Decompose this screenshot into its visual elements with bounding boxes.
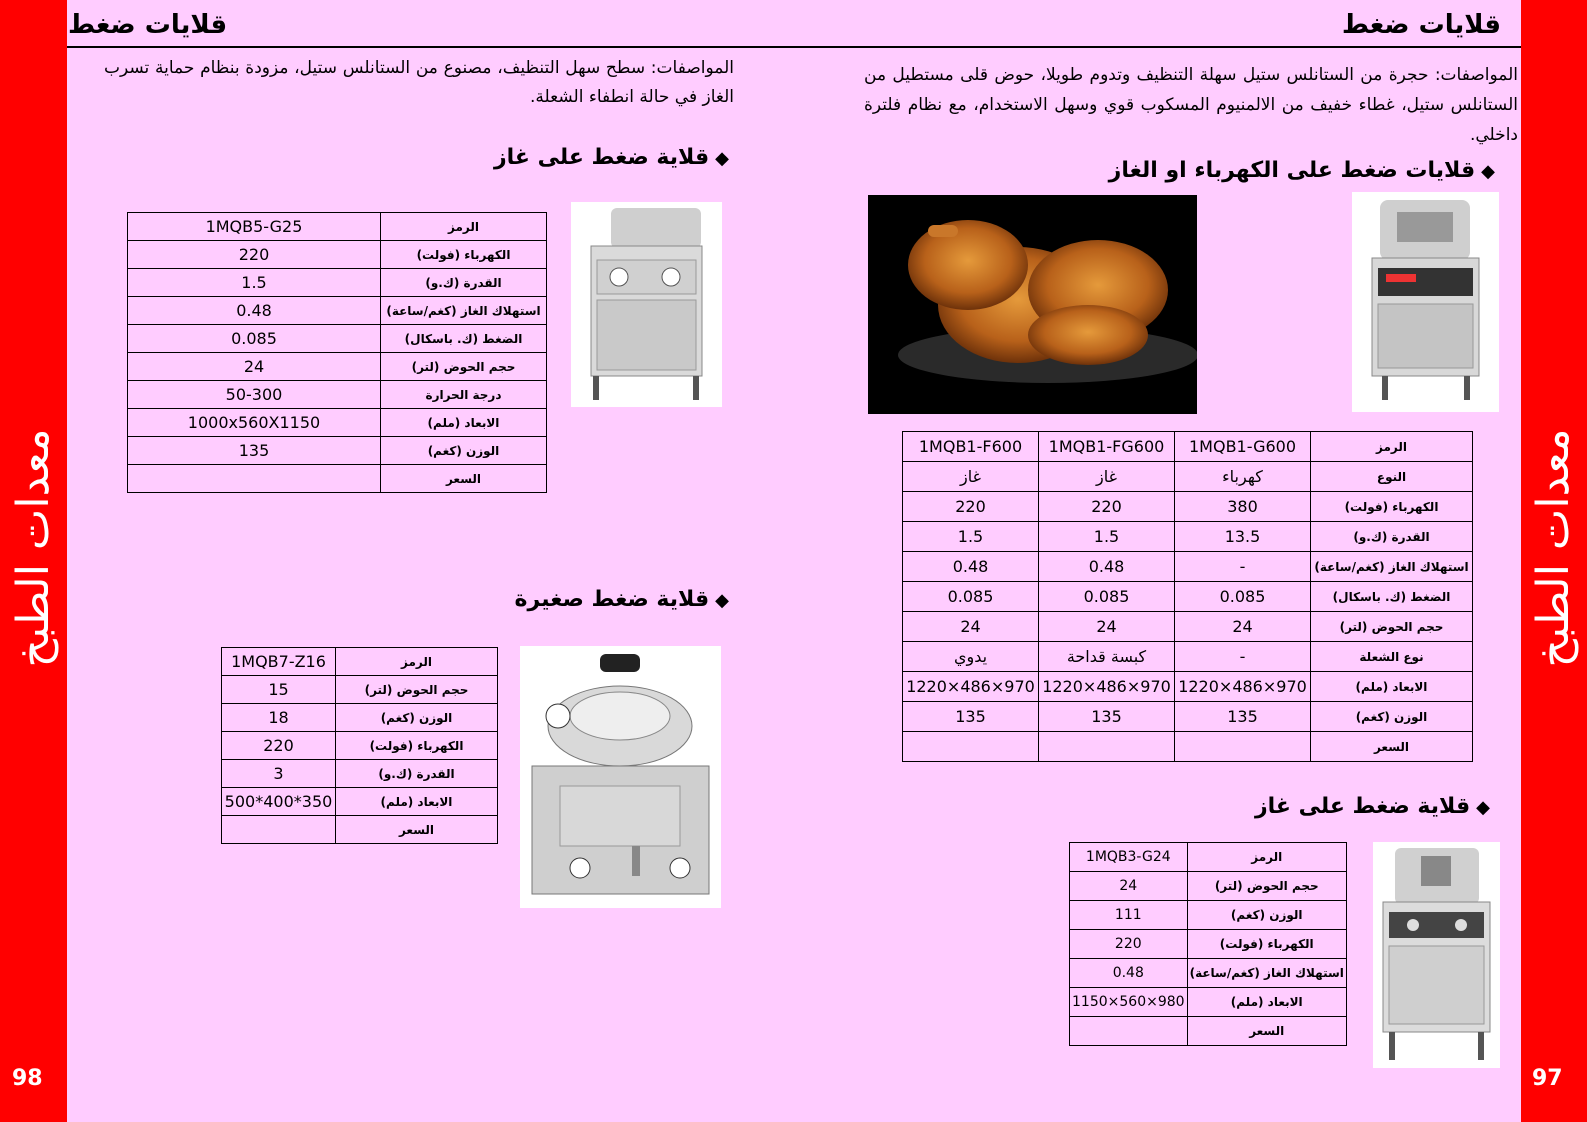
header-title-left: قلايات ضغط — [68, 10, 228, 40]
table-cell-value: 220 — [1070, 930, 1188, 959]
table-cell-label: السعر — [1187, 1017, 1346, 1046]
table-cell-value — [903, 732, 1039, 762]
table-cell-value — [1070, 1017, 1188, 1046]
diamond-bullet-icon: ◆ — [715, 590, 729, 611]
fried-chicken-photo — [868, 195, 1197, 414]
table-cell-value: 1MQB1-F600 — [903, 432, 1039, 462]
table-cell-value: 1MQB7-Z16 — [222, 648, 336, 676]
table-row — [1070, 1017, 1347, 1046]
table-row — [903, 552, 1473, 582]
fryer-photo-g600 — [1352, 192, 1499, 412]
table-row — [903, 612, 1473, 642]
table-cell-label: الابعاد (ملم) — [336, 788, 498, 816]
heading-small — [515, 587, 729, 612]
side-title-left: معدات الطبخ — [8, 428, 59, 668]
table-cell-value: 1MQB5-G25 — [128, 213, 381, 241]
table-cell-value: 1MQB1-G600 — [1175, 432, 1311, 462]
heading-text: قلايات ضغط على الكهرباء او الغاز — [1108, 158, 1476, 183]
table-cell-value: 0.085 — [1175, 582, 1311, 612]
heading-text: قلاية ضغط على غاز — [1255, 794, 1471, 819]
table-cell-value: 135 — [1175, 702, 1311, 732]
fryer-photo-g24 — [1373, 842, 1500, 1068]
table-row — [1070, 843, 1347, 872]
table-cell-value: 135 — [1039, 702, 1175, 732]
table-cell-value: 1.5 — [128, 269, 381, 297]
table-cell-value: 0.085 — [903, 582, 1039, 612]
table-cell-value — [1175, 732, 1311, 762]
table-cell-label: القدرة (ك.و) — [381, 269, 547, 297]
table-cell-value: 220 — [128, 241, 381, 269]
table-row — [1070, 930, 1347, 959]
diamond-bullet-icon: ◆ — [715, 148, 729, 169]
table-cell-label: السعر — [381, 465, 547, 493]
table-cell-value: كبسة قداحة — [1039, 642, 1175, 672]
table-row — [222, 704, 498, 732]
table-row — [222, 676, 498, 704]
table-cell-value: 220 — [1039, 492, 1175, 522]
table-row — [222, 816, 498, 844]
diamond-bullet-icon: ◆ — [1476, 797, 1490, 818]
table-cell-value: 24 — [1039, 612, 1175, 642]
table-cell-value: 24 — [1175, 612, 1311, 642]
table-cell-value: 24 — [128, 353, 381, 381]
table-cell-value: 111 — [1070, 901, 1188, 930]
table-row — [903, 642, 1473, 672]
heading-gas-left — [494, 145, 729, 170]
table-cell-label: القدرة (ك.و) — [336, 760, 498, 788]
table-cell-label: استهلاك الغاز (كغم/ساعة) — [1311, 552, 1473, 582]
table-cell-label: استهلاك الغاز (كغم/ساعة) — [1187, 959, 1346, 988]
table-cell-label: درجة الحرارة — [381, 381, 547, 409]
table-row — [128, 353, 547, 381]
table-cell-value: 13.5 — [1175, 522, 1311, 552]
table-cell-value: 18 — [222, 704, 336, 732]
table-cell-value: 0.48 — [1039, 552, 1175, 582]
table-cell-value: 3 — [222, 760, 336, 788]
table-row — [903, 462, 1473, 492]
table-cell-value: 135 — [128, 437, 381, 465]
table-cell-label: الوزن (كغم) — [1187, 901, 1346, 930]
table-row — [222, 648, 498, 676]
table-cell-label: الرمز — [1311, 432, 1473, 462]
table-cell-value: 1MQB1-FG600 — [1039, 432, 1175, 462]
table-cell-label: حجم الحوض (لتر) — [1187, 872, 1346, 901]
table-row — [903, 702, 1473, 732]
table-row — [1070, 901, 1347, 930]
table-cell-value: 1MQB3-G24 — [1070, 843, 1188, 872]
table-row — [128, 409, 547, 437]
table-cell-value: 970×486×1220 — [903, 672, 1039, 702]
table-cell-label: الرمز — [336, 648, 498, 676]
table-cell-value: 0.48 — [903, 552, 1039, 582]
table-cell-label: الوزن (كغم) — [336, 704, 498, 732]
table-row — [1070, 988, 1347, 1017]
table-cell-value — [222, 816, 336, 844]
spec-table-electric-gas — [902, 431, 1473, 762]
table-cell-value: 350*400*500 — [222, 788, 336, 816]
table-cell-label: حجم الحوض (لتر) — [336, 676, 498, 704]
fryer-photo-g25 — [571, 202, 722, 407]
left-intro-text: المواصفات: سطح سهل التنظيف، مصنوع من الستانلس ستيل، مزودة بنظام حماية تسرب الغاز في حالة انطفاء الشعلة. — [104, 58, 734, 107]
table-cell-value: 24 — [1070, 872, 1188, 901]
table-row — [903, 432, 1473, 462]
table-row — [903, 522, 1473, 552]
right-intro-text: المواصفات: حجرة من الستانلس ستيل سهلة التنظيف وتدوم طويلا، حوض قلى مستطيل من الستانلس ستيل، غطاء خفيف من الالمنيوم المسكوب قوي وسهل الاستخدام، مع نظام فلترة داخلي. — [864, 65, 1518, 145]
table-row — [128, 241, 547, 269]
table-cell-label: نوع الشعلة — [1311, 642, 1473, 672]
table-cell-value: 0.085 — [1039, 582, 1175, 612]
table-cell-label: الوزن (كغم) — [381, 437, 547, 465]
table-cell-value: 220 — [222, 732, 336, 760]
table-cell-label: القدرة (ك.و) — [1311, 522, 1473, 552]
header-rule — [67, 46, 1521, 48]
table-cell-value: 24 — [903, 612, 1039, 642]
header-title-right: قلايات ضغط — [1341, 10, 1501, 40]
table-cell-value: 0.085 — [128, 325, 381, 353]
table-cell-label: الكهرباء (فولت) — [1187, 930, 1346, 959]
table-cell-value: كهرباء — [1175, 462, 1311, 492]
spec-table-g25 — [127, 212, 547, 493]
table-cell-value: 970×486×1220 — [1039, 672, 1175, 702]
table-cell-label: الضغط (ك. باسكال) — [1311, 582, 1473, 612]
table-cell-label: حجم الحوض (لتر) — [1311, 612, 1473, 642]
table-cell-value: غاز — [1039, 462, 1175, 492]
table-cell-value — [128, 465, 381, 493]
table-row — [903, 582, 1473, 612]
table-row — [128, 465, 547, 493]
table-cell-value: يدوي — [903, 642, 1039, 672]
table-row — [903, 672, 1473, 702]
table-cell-value: 980×560×1150 — [1070, 988, 1188, 1017]
table-row — [128, 269, 547, 297]
table-cell-value: 380 — [1175, 492, 1311, 522]
table-cell-label: الكهرباء (فولت) — [336, 732, 498, 760]
table-row — [222, 732, 498, 760]
table-cell-label: الضغط (ك. باسكال) — [381, 325, 547, 353]
table-cell-value: 1000x560X1150 — [128, 409, 381, 437]
table-cell-label: الرمز — [1187, 843, 1346, 872]
table-row — [222, 788, 498, 816]
table-row — [128, 213, 547, 241]
table-cell-value: 0.48 — [1070, 959, 1188, 988]
spec-table-g24 — [1069, 842, 1347, 1046]
table-row — [128, 437, 547, 465]
table-cell-label: السعر — [336, 816, 498, 844]
heading-electric-gas — [1109, 158, 1495, 183]
table-cell-label: الكهرباء (فولت) — [381, 241, 547, 269]
table-cell-value: 50-300 — [128, 381, 381, 409]
table-cell-label: الوزن (كغم) — [1311, 702, 1473, 732]
table-cell-value: 135 — [903, 702, 1039, 732]
table-cell-value: 220 — [903, 492, 1039, 522]
table-cell-label: السعر — [1311, 732, 1473, 762]
table-cell-label: الرمز — [381, 213, 547, 241]
table-row — [903, 492, 1473, 522]
table-cell-value: 0.48 — [128, 297, 381, 325]
table-row — [128, 297, 547, 325]
table-cell-value: 1.5 — [903, 522, 1039, 552]
table-row — [903, 732, 1473, 762]
pressure-fryer-photo-z16 — [520, 646, 721, 908]
table-cell-value — [1039, 732, 1175, 762]
table-row — [1070, 872, 1347, 901]
table-cell-label: الابعاد (ملم) — [1311, 672, 1473, 702]
table-row — [222, 760, 498, 788]
table-cell-label: استهلاك الغاز (كغم/ساعة) — [381, 297, 547, 325]
table-cell-value: 970×486×1220 — [1175, 672, 1311, 702]
table-cell-label: الابعاد (ملم) — [381, 409, 547, 437]
heading-text: قلاية ضغط صغيرة — [514, 587, 710, 612]
page-number-right: 97 — [1532, 1066, 1563, 1091]
heading-text: قلاية ضغط على غاز — [494, 145, 710, 170]
diamond-bullet-icon: ◆ — [1481, 161, 1495, 182]
table-cell-label: حجم الحوض (لتر) — [381, 353, 547, 381]
table-cell-value: - — [1175, 552, 1311, 582]
table-row — [128, 381, 547, 409]
table-cell-value: غاز — [903, 462, 1039, 492]
table-row — [1070, 959, 1347, 988]
side-title-right: معدات الطبخ — [1528, 428, 1579, 668]
table-cell-label: الابعاد (ملم) — [1187, 988, 1346, 1017]
table-cell-value: 15 — [222, 676, 336, 704]
table-cell-value: 1.5 — [1039, 522, 1175, 552]
page-number-left: 98 — [12, 1066, 43, 1091]
table-cell-label: الكهرباء (فولت) — [1311, 492, 1473, 522]
table-cell-value: - — [1175, 642, 1311, 672]
table-cell-label: النوع — [1311, 462, 1473, 492]
spec-table-z16 — [221, 647, 498, 844]
table-row — [128, 325, 547, 353]
heading-gas-right — [1255, 794, 1490, 819]
